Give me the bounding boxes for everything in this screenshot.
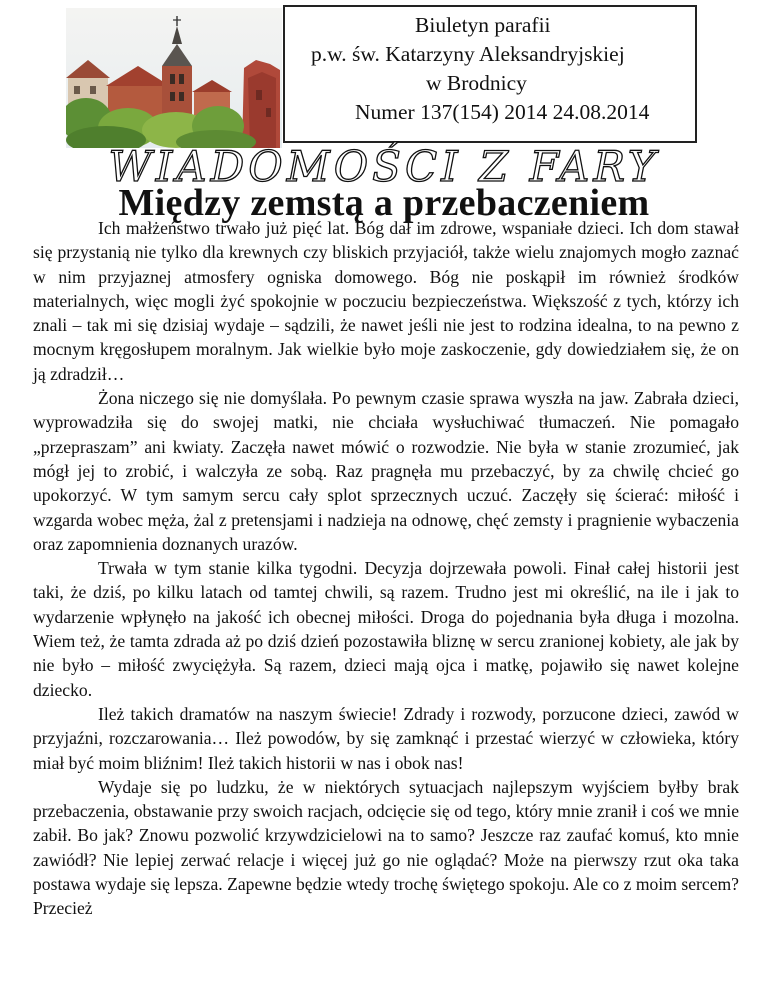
header-line-parish: p.w. św. Katarzyny Aleksandryjskiej [311, 42, 625, 66]
bulletin-header-box [283, 5, 697, 143]
article-paragraph: Ich małżeństwo trwało już pięć lat. Bóg dał im zdrowe, wspaniałe dzieci. Ich dom stawał się przystanią nie tylko dla krewnych czy bliskich przyjaciół, także wielu znajomych mogło zaznać w nim przyjaznej atmosfery ogniska domowego. Bóg nie poskąpił im również środków materialnych, więc mogli żyć spokojnie w poczuciu bezpieczeństwa. Większość z tych, którzy ich znali – tak mi się dzisiaj wydaje – sądzili, że nawet jeśli nie jest to rodzina idealna, to na pewno z mocnym kręgosłupem moralnym. Jak wielkie było moje zaskoczenie, gdy dowiedziałem się, że on ją zdradził… [33, 218, 739, 384]
article-paragraph: Ileż takich dramatów na naszym świecie! Zdrady i rozwody, porzucone dzieci, zawód w przyjaźni, rozczarowania… Ileż powodów, by się zamknąć i przestać wierzyć w człowieka, który miał być moim bliźnim! Ileż takich historii w nas i obok nas! [33, 703, 739, 773]
church-illustration [66, 8, 282, 148]
header-line-issue: Numer 137(154) 2014 24.08.2014 [355, 100, 650, 124]
masthead-title: WIADOMOŚCI Z FARY [108, 142, 660, 191]
header-line-bulletin: Biuletyn parafii [415, 13, 551, 37]
article-paragraph: Żona niczego się nie domyślała. Po pewnym czasie sprawa wyszła na jaw. Zabrała dzieci, wyprowadziła się do swojej matki, nie chciała wysłuchiwać tłumaczeń. Nie pomagało „przepraszam” ani kwiaty. Zaczęła nawet mówić o rozwodzie. Nie była w stanie zrozumieć, jak mógł jej to zrobić, i walczyła ze sobą. Raz pragnęła mu przebaczyć, by za chwilę chcieć go upokorzyć. W tym samym sercu cały splot sprzecznych uczuć. Zaczęły się ścierać: miłość i wzgarda wobec męża, żal z pretensjami i nadzieja na odnowę, chęć zemsty i pragnienie wybaczenia oraz zapomnienia doznanych urazów. [33, 388, 739, 554]
church-photo [66, 8, 282, 148]
header-line-town: w Brodnicy [426, 71, 527, 95]
article-body [33, 216, 739, 921]
article-title: Między zemstą a przebaczeniem [118, 182, 650, 224]
article-paragraph: Trwała w tym stanie kilka tygodni. Decyzja dojrzewała powoli. Finał całej historii jest taki, że dziś, po kilku latach od tamtej chwili, są razem. Trudno jest mi określić, na ile i jak to wydarzenie wpłynęło na jakość ich obecnej miłości. Droga do pojednania była długa i mozolna. Wiem też, że tamta zdrada aż po dziś dzień pozostawiła bliznę w sercu zranionej kobiety, ale jak by nie było – miłość zwyciężyła. Są razem, dzieci mają ojca i matkę, pojawiło się nawet kolejne dziecko. [33, 558, 739, 700]
article-paragraph: Wydaje się po ludzku, że w niektórych sytuacjach najlepszym wyjściem byłby brak przebaczenia, obstawanie przy swoich racjach, odcięcie się od tego, który mnie zranił i coś we mnie zabił. Bo jak? Znowu pozwolić krzywdzicielowi na to samo? Jeszcze raz zaufać komuś, kto mnie zawiódł? Nie lepiej zerwać relacje i więcej już go nie oglądać? Może na pierwszy rzut oka taka postawa wydaje się lepsza. Zapewne będzie wtedy trochę świętego spokoju. Ale co z moim sercem? Przecież [33, 776, 739, 919]
